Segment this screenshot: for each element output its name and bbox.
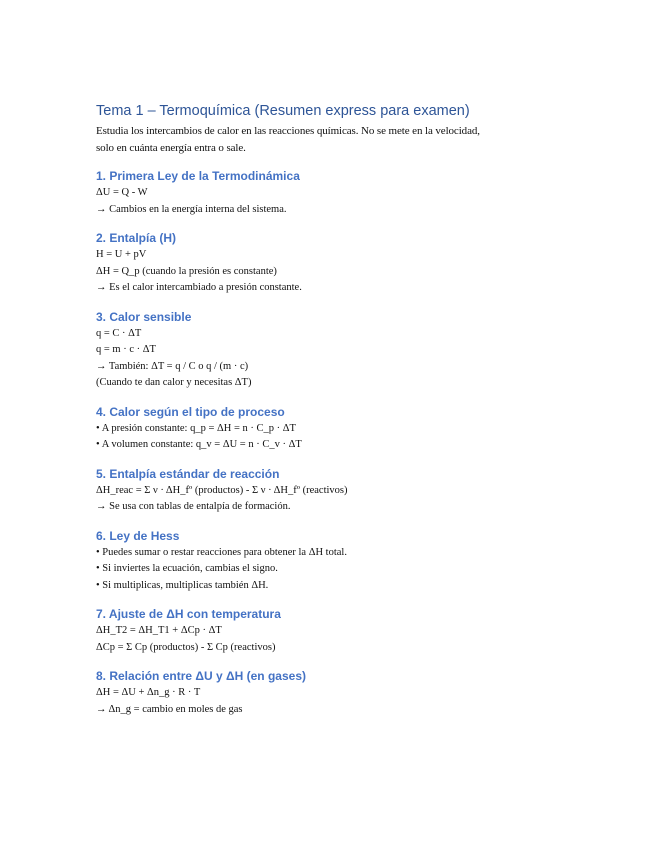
intro-line-2: solo en cuánta energía entra o sale. — [96, 141, 246, 154]
section-heading: 4. Calor según el tipo de proceso — [96, 404, 285, 419]
document-page — [96, 102, 566, 718]
note-line: → También: ΔT = q / C o q / (m · c) — [96, 360, 249, 372]
formula-line: ΔH_T2 = ΔH_T1 + ΔCp · ΔT — [96, 625, 222, 636]
document-title: Tema 1 – Termoquímica (Resumen express para examen) — [96, 103, 470, 119]
note-line: → Cambios en la energía interna del sistema. — [96, 203, 287, 215]
formula-line: ΔH_reac = Σ ν · ΔH_fº (productos) - Σ ν · ΔH_fº (reactivos) — [96, 484, 348, 496]
section-ajuste-temperatura — [96, 606, 566, 656]
section-heading: 1. Primera Ley de la Termodinámica — [96, 169, 300, 183]
bullet-line: • Puedes sumar o restar reacciones para obtener la ΔH total. — [96, 546, 347, 558]
section-calor-sensible — [96, 309, 566, 392]
note-line: → Δn_g = cambio en moles de gas — [96, 703, 243, 715]
formula-line: ΔCp = Σ Cp (productos) - Σ Cp (reactivos) — [96, 641, 276, 653]
section-calor-proceso — [96, 404, 566, 454]
note-line: (Cuando te dan calor y necesitas ΔT) — [96, 377, 252, 388]
section-entalpia — [96, 230, 566, 297]
formula-line: ΔH = ΔU + Δn_g · R · T — [96, 687, 201, 698]
intro-line-1: Estudia los intercambios de calor en las reacciones químicas. No se mete en la velocidad, — [96, 125, 480, 137]
section-ley-hess — [96, 528, 566, 595]
formula-line: q = C · ΔT — [96, 327, 142, 339]
section-heading: 5. Entalpía estándar de reacción — [96, 466, 280, 481]
formula-line: ΔU = Q - W — [96, 187, 148, 198]
section-entalpia-estandar — [96, 466, 566, 516]
bullet-line: • Si multiplicas, multiplicas también ΔH. — [96, 579, 269, 591]
note-line: → Se usa con tablas de entalpía de formación. — [96, 501, 291, 512]
formula-line: ΔH = Q_p (cuando la presión es constante) — [96, 265, 277, 277]
section-heading: 2. Entalpía (H) — [96, 231, 177, 245]
bullet-line: • A presión constante: q_p = ΔH = n · C_p · ΔT — [96, 422, 296, 434]
bullet-line: • A volumen constante: q_v = ΔU = n · C_v · ΔT — [96, 439, 302, 450]
section-heading: 8. Relación entre ΔU y ΔH (en gases) — [96, 669, 306, 683]
formula-line: H = U + pV — [96, 249, 147, 260]
formula-line: q = m · c · ΔT — [96, 344, 156, 355]
section-heading: 6. Ley de Hess — [96, 528, 180, 543]
section-primera-ley — [96, 168, 566, 218]
bullet-line: • Si inviertes la ecuación, cambias el signo. — [96, 563, 278, 574]
section-heading: 3. Calor sensible — [96, 309, 192, 324]
note-line: → Es el calor intercambiado a presión constante. — [96, 282, 302, 293]
section-heading: 7. Ajuste de ΔH con temperatura — [96, 607, 281, 621]
section-relacion-du-dh — [96, 668, 566, 718]
